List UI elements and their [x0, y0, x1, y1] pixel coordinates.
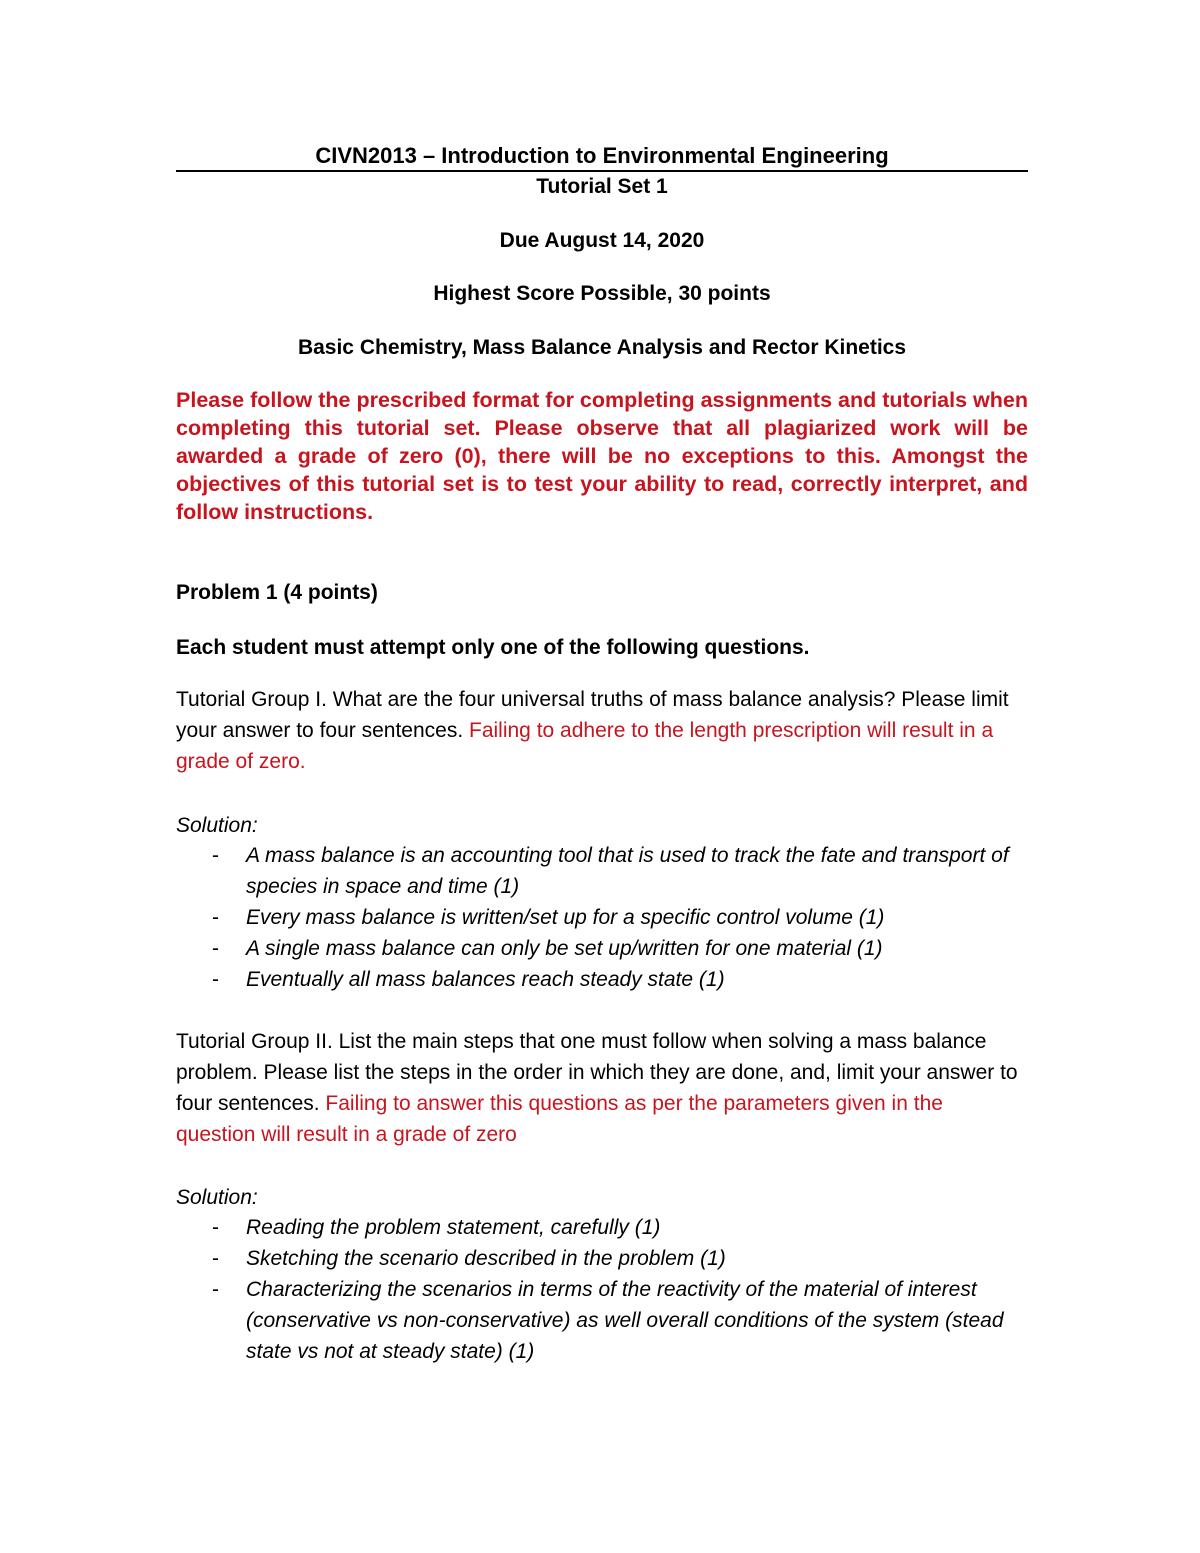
list-dash: -: [212, 906, 219, 929]
problem-heading: Problem 1 (4 points): [176, 581, 378, 604]
list-dash: -: [212, 968, 219, 991]
group2-question-text: Tutorial Group II. List the main steps that one must follow when solving a mass balance problem. Please list the steps in the order in which they are done, and, limit your answer to four sentences.: [176, 1030, 1018, 1115]
list-dash: -: [212, 937, 219, 960]
group2-parameters-warning: Failing to answer this questions as per the parameters given in the question will result in a grade of zero: [176, 1092, 943, 1146]
list-dash: -: [212, 1247, 219, 1270]
tutorial-set-label: Tutorial Set 1: [536, 175, 668, 198]
solution-text: Sketching the scenario described in the problem (1): [246, 1247, 726, 1270]
group2-solution-list: [176, 1212, 1028, 1367]
list-dash: -: [212, 1216, 219, 1239]
solution-text: Characterizing the scenarios in terms of the reactivity of the material of interest (conservative vs non-conservative) as well overall conditions of the system (stead state vs not at steady state) (1): [246, 1278, 1004, 1363]
list-item: [176, 1212, 1028, 1243]
group1-question: [176, 684, 1028, 777]
list-item: [176, 902, 1028, 933]
list-item: [176, 964, 1028, 995]
group1-solution-label: Solution:: [176, 814, 258, 837]
list-item: [176, 933, 1028, 964]
solution-text: A mass balance is an accounting tool that is used to track the fate and transport of species in space and time (1): [246, 844, 1009, 898]
list-item: [176, 1274, 1028, 1367]
group2-question: [176, 1026, 1028, 1150]
group1-length-warning: Failing to adhere to the length prescription will result in a grade of zero.: [176, 719, 994, 773]
group1-question-text: Tutorial Group I. What are the four universal truths of mass balance analysis? Please limit your answer to four sentences.: [176, 688, 1009, 742]
problem-instruction: Each student must attempt only one of the following questions.: [176, 636, 810, 659]
list-dash: -: [212, 844, 219, 867]
group2-solution-label: Solution:: [176, 1186, 258, 1209]
group1-solution-list: [176, 840, 1028, 995]
list-item: [176, 1243, 1028, 1274]
solution-text: Eventually all mass balances reach steady state (1): [246, 968, 725, 991]
solution-text: A single mass balance can only be set up/written for one material (1): [246, 937, 883, 960]
score-label: Highest Score Possible, 30 points: [433, 282, 771, 305]
solution-text: Reading the problem statement, carefully (1): [246, 1216, 661, 1239]
plagiarism-warning: Please follow the prescribed format for completing assignments and tutorials when completing this tutorial set. Please observe that all plagiarized work will be awarded a grade of zero (0), there will be no exceptions to this. Amongst the objectives of this tutorial set is to test your ability to read, correctly interpret, and follow instructions.: [176, 388, 1028, 524]
course-title: CIVN2013 – Introduction to Environmental Engineering: [176, 140, 1028, 172]
solution-text: Every mass balance is written/set up for a specific control volume (1): [246, 906, 885, 929]
due-date: Due August 14, 2020: [499, 229, 705, 252]
list-item: [176, 840, 1028, 902]
list-dash: -: [212, 1278, 219, 1301]
topic-heading: Basic Chemistry, Mass Balance Analysis and Rector Kinetics: [297, 336, 907, 359]
